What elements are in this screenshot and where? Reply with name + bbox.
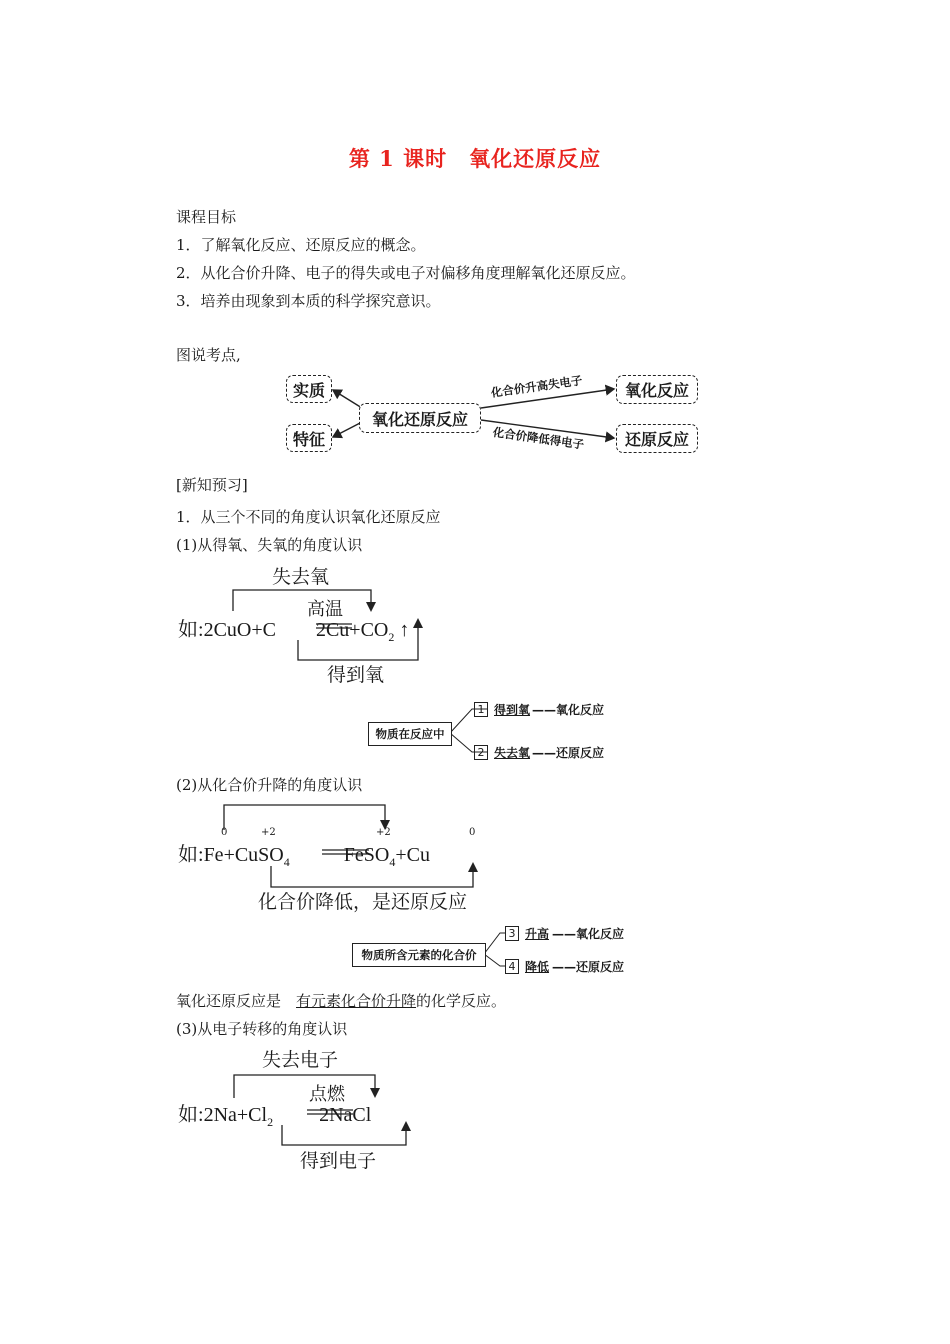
tree-1-result-1: ——氧化反应 [532,703,605,717]
eq2-sub-4b: 4 [389,855,396,869]
tree-2-result-3: ——氧化反应 [552,927,625,941]
definition-suffix: 的化学反应。 [416,992,507,1010]
eq1-bottom-label: 得到氧 [327,664,385,686]
tree-2-num-3: 3 [505,926,519,941]
eq2-bottom-label: 化合价降低，是还原反应 [258,891,468,913]
tree-2-fill-4: 降低 [525,960,550,974]
preview-item-1: 1．从三个不同的角度认识氧化还原反应 [176,508,441,526]
eq2-cuso: CuSO [234,844,284,866]
box-feature: 特征 [286,424,332,452]
definition-fill: 有元素化合价升降 [296,992,417,1010]
tree-1-num-2: 2 [474,745,488,760]
goal-item-3: 3．培养由现象到本质的科学探究意识。 [176,292,441,310]
eq3-top-label: 失去电子 [262,1049,339,1071]
eq3-bottom-label: 得到电子 [300,1150,377,1172]
eq1-top-label: 失去氧 [272,566,330,588]
eq2-ox-cu2: 0 [469,827,476,838]
preview-sub-2: (2)从化合价升降的角度认识 [176,776,363,794]
eq2-sub-4a: 4 [283,855,290,869]
diagram-heading: 图说考点, [176,346,241,364]
eq1-sub: 2 [388,630,395,644]
eq2-fe: Fe [203,844,224,866]
arrow-top-label: 化合价升高失电子 [490,373,584,400]
tree-1-result-2: ——还原反应 [532,746,605,760]
preview-sub-1: (1)从得氧、失氧的角度认识 [176,536,363,554]
eq2-ox-fe: 0 [221,827,228,838]
goal-item-1: 1．了解氧化反应、还原反应的概念。 [176,236,426,254]
eq3-reactants: 2Na+Cl [203,1104,268,1126]
eq2-ox-cu: +2 [261,827,276,838]
eq2-feso: FeSO [343,844,390,866]
definition-prefix: 氧化还原反应是 [176,992,297,1010]
eq2-plus-2: + [395,844,407,866]
preview-heading: [新知预习] [176,476,248,494]
preview-sub-3: (3)从电子转移的角度认识 [176,1020,348,1038]
eq2-prefix: 如: [178,844,204,866]
eq2-ox-fe2: +2 [376,827,391,838]
eq3-prefix: 如: [178,1104,204,1126]
arrow-bottom-label: 化合价降低得电子 [491,424,585,452]
tree-2-fill-3: 升高 [525,927,550,941]
tree-1-fill-1: 得到氧 [494,703,531,717]
page-title: 第 1 课时 氧化还原反应 [348,146,602,171]
eq3-products: 2NaCl [319,1104,372,1126]
eq2-plus-1: + [223,844,235,866]
tree-1-box: 物质在反应中 [368,722,452,746]
box-reduction: 还原反应 [616,424,698,453]
tree-2-result-4: ——还原反应 [552,960,625,974]
goals-heading: 课程目标 [176,208,237,226]
box-essence: 实质 [286,375,332,403]
tree-2-num-4: 4 [505,959,519,974]
tree-1-num-1: 1 [474,702,488,717]
eq3-condition: 点燃 [309,1084,345,1105]
eq3-sub: 2 [267,1115,274,1129]
eq1-gas: ↑ [399,619,410,641]
eq1-products: 2Cu+CO [315,619,389,641]
goal-item-2: 2．从化合价升降、电子的得失或电子对偏移角度理解氧化还原反应。 [176,264,636,282]
tree-2-box: 物质所含元素的化合价 [352,943,486,967]
eq1-reactants: 2CuO+C [203,619,276,641]
eq1-prefix: 如: [178,619,204,641]
eq3-formula [178,1098,371,1130]
box-redox: 氧化还原反应 [359,403,481,433]
box-oxidation: 氧化反应 [616,375,698,404]
tree-1-fill-2: 失去氧 [494,746,531,760]
eq2-cu: Cu [406,844,430,866]
eq1-condition: 高温 [307,599,343,620]
